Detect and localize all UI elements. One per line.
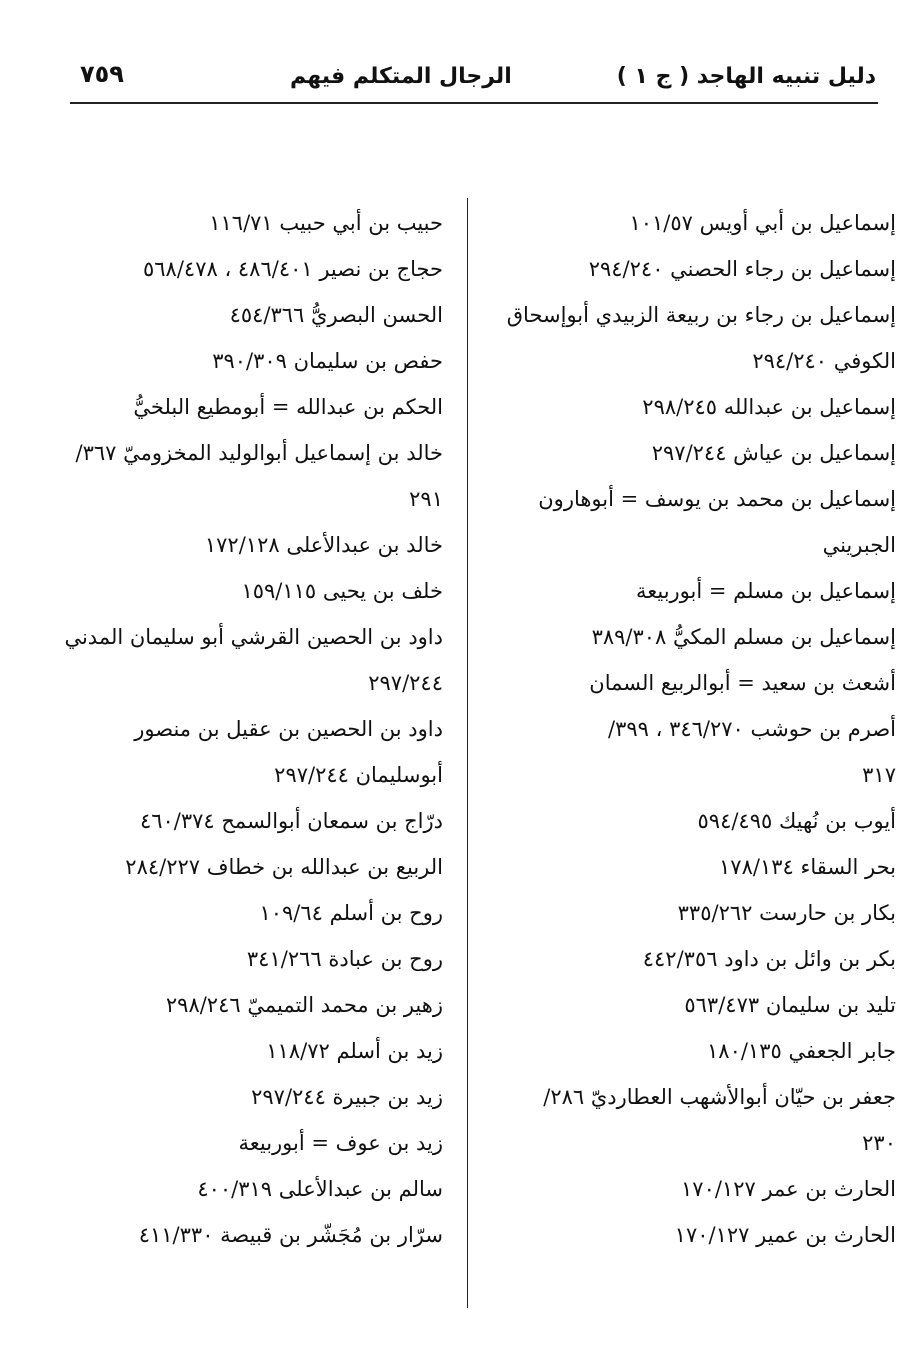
index-entry: إسماعيل بن أبي أويس ١٠١/٥٧: [629, 211, 896, 235]
index-entry: زيد بن أسلم ١١٨/٧٢: [266, 1039, 443, 1063]
index-entry: داود بن الحصين القرشي أبو سليمان المدني: [64, 625, 443, 649]
right-column: [496, 200, 896, 1258]
index-entry: إسماعيل بن مسلم = أبوربيعة: [635, 579, 896, 603]
index-entry: بكار بن حارست ٣٣٥/٢٦٢: [677, 901, 896, 925]
index-entry: حجاج بن نصير ٤٨٦/٤٠١ ، ٥٦٨/٤٧٨: [143, 257, 443, 281]
header-rule: [70, 102, 878, 104]
book-title: دليل تنبيه الهاجد ( ج ١ ): [616, 64, 876, 89]
index-entry: أصرم بن حوشب ٣٤٦/٢٧٠ ، ٣٩٩/: [608, 717, 896, 741]
index-entry: تليد بن سليمان ٥٦٣/٤٧٣: [684, 993, 896, 1017]
index-entry-continuation: الكوفي ٢٩٤/٢٤٠: [752, 349, 896, 373]
index-entry: جعفر بن حيّان أبوالأشهب العطارديّ ٢٨٦/: [543, 1085, 896, 1109]
index-entry-continuation: ٢٩٧/٢٤٤: [368, 671, 443, 695]
index-entry-continuation: أبوسليمان ٢٩٧/٢٤٤: [274, 763, 443, 787]
page-header: [0, 58, 918, 98]
index-entry: جابر الجعفي ١٨٠/١٣٥: [707, 1039, 896, 1063]
index-entry: إسماعيل بن عياش ٢٩٧/٢٤٤: [651, 441, 896, 465]
index-entry: خلف بن يحيى ١٥٩/١١٥: [241, 579, 443, 603]
index-entry-continuation: الجبريني: [822, 533, 896, 557]
index-entry: أيوب بن نُهيك ٥٩٤/٤٩٥: [697, 809, 896, 833]
index-entry: زيد بن جبيرة ٢٩٧/٢٤٤: [251, 1085, 443, 1109]
index-entry: إسماعيل بن رجاء الحصني ٢٩٤/٢٤٠: [588, 257, 896, 281]
index-entry: الحكم بن عبدالله = أبومطيع البلخيُّ: [133, 395, 443, 419]
index-entry: داود بن الحصين بن عقيل بن منصور: [134, 717, 443, 741]
index-entry: إسماعيل بن مسلم المكيُّ ٣٨٩/٣٠٨: [591, 625, 896, 649]
left-column: [23, 200, 443, 1258]
index-entry: إسماعيل بن عبدالله ٢٩٨/٢٤٥: [642, 395, 896, 419]
index-entry: حفص بن سليمان ٣٩٠/٣٠٩: [212, 349, 443, 373]
index-entry-continuation: ٢٣٠: [862, 1131, 896, 1155]
page-number: ٧٥٩: [80, 60, 124, 88]
index-entry: الحسن البصريُّ ٤٥٤/٣٦٦: [229, 303, 443, 327]
index-entry: درّاج بن سمعان أبوالسمح ٤٦٠/٣٧٤: [139, 809, 443, 833]
index-entry: سرّار بن مُجَشّر بن قبيصة ٤١١/٣٣٠: [138, 1223, 443, 1247]
index-entry: بكر بن وائل بن داود ٤٤٢/٣٥٦: [642, 947, 896, 971]
index-entry: حبيب بن أبي حبيب ١١٦/٧١: [209, 211, 443, 235]
index-entry: زيد بن عوف = أبوربيعة: [238, 1131, 443, 1155]
index-entry: زهير بن محمد التميميّ ٢٩٨/٢٤٦: [165, 993, 443, 1017]
index-entry: الحارث بن عمر ١٧٠/١٢٧: [681, 1177, 896, 1201]
index-entry: الربيع بن عبدالله بن خطاف ٢٨٤/٢٢٧: [125, 855, 443, 879]
index-entry: خالد بن عبدالأعلى ١٧٢/١٢٨: [204, 533, 443, 557]
index-entry-continuation: ٢٩١: [409, 487, 443, 511]
index-entry-continuation: ٣١٧: [862, 763, 896, 787]
index-entry: روح بن أسلم ١٠٩/٦٤: [259, 901, 443, 925]
column-divider: [467, 198, 468, 1308]
index-entry: إسماعيل بن رجاء بن ربيعة الزبيدي أبوإسحاق: [506, 303, 896, 327]
index-entry: بحر السقاء ١٧٨/١٣٤: [719, 855, 896, 879]
index-entry: الحارث بن عمير ١٧٠/١٢٧: [674, 1223, 896, 1247]
section-title: الرجال المتكلم فيهم: [290, 64, 512, 89]
index-entry: إسماعيل بن محمد بن يوسف = أبوهارون: [538, 487, 896, 511]
index-entry: سالم بن عبدالأعلى ٤٠٠/٣١٩: [197, 1177, 443, 1201]
index-entry: خالد بن إسماعيل أبوالوليد المخزوميّ ٣٦٧/: [75, 441, 443, 465]
index-entry: روح بن عبادة ٣٤١/٢٦٦: [246, 947, 443, 971]
index-entry: أشعث بن سعيد = أبوالربيع السمان: [589, 671, 896, 695]
